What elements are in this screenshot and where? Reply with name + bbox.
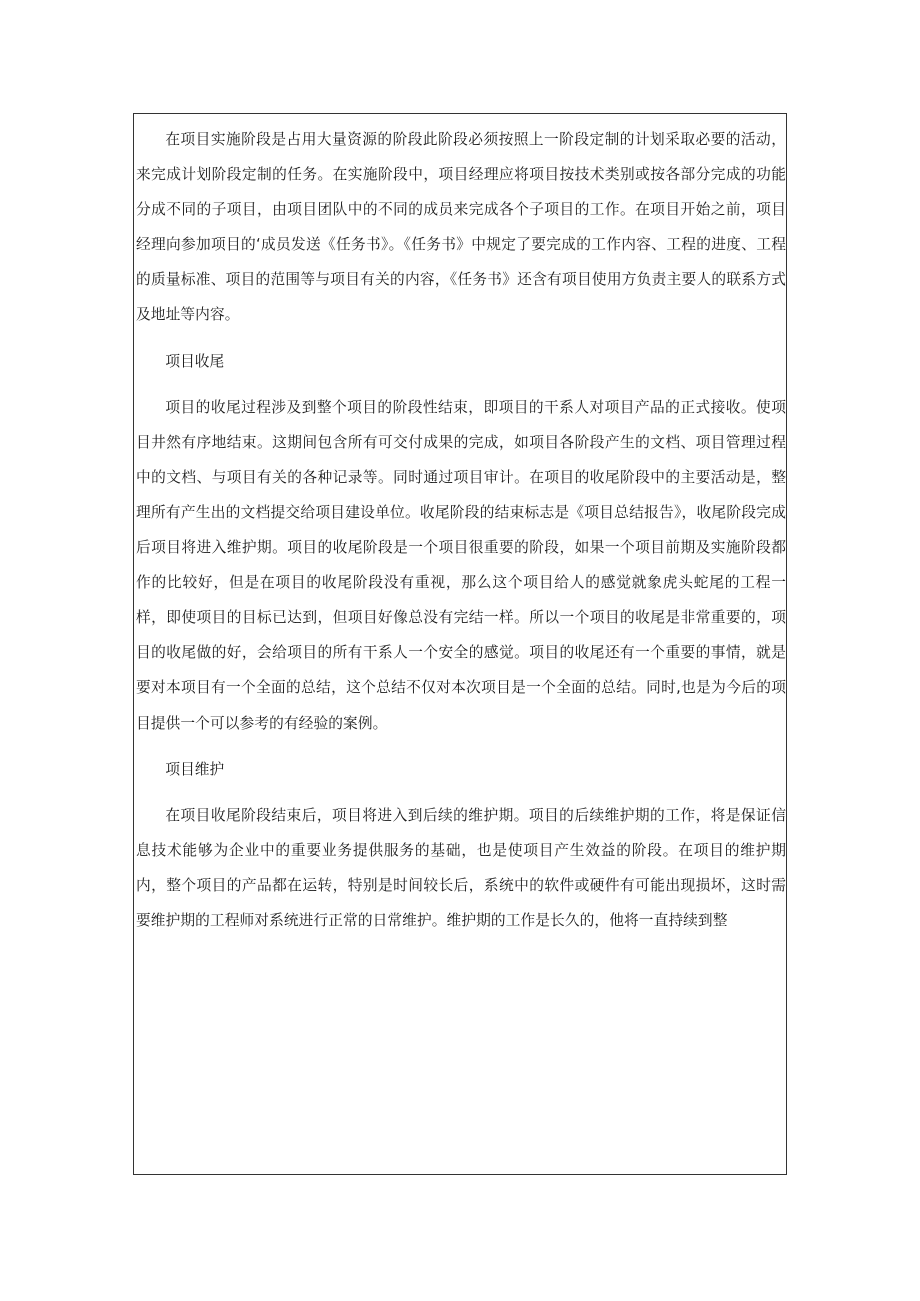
paragraph-implementation: 在项目实施阶段是占用大量资源的阶段此阶段必须按照上一阶段定制的计划采取必要的活动，来完成计划阶段定制的任务。在实施阶段中，项目经理应将项目按技术类别或按各部分完成的功能分成不同的子项目，由项目团队中的不同的成员来完成各个子项目的工作。在项目开始之前，项目经理向参加项目的‘成员发送《任务书》。《任务书》中规定了要完成的工作内容、工程的进度、工程的质量标准、项目的范围等与项目有关的内容，《任务书》还含有项目使用方负责主要人的联系方式及地址等内容。 (136, 131, 786, 324)
paragraph-gap (136, 379, 786, 390)
heading-project-closure: 项目收尾 (165, 352, 225, 370)
paragraph-closure: 项目的收尾过程涉及到整个项目的阶段性结束，即项目的干系人对项目产品的正式接收。使项目井然有序地结束。这期间包含所有可交付成果的完成，如项目各阶段产生的文档、项目管理过程中的文档、与项目有关的各种记录等。同时通过项目审计。在项目的收尾阶段中的主要活动是，整理所有产生出的文档提交给项目建设单位。收尾阶段的结束标志是《项目总结报告》，收尾阶段完成后项目将进入维护期。项目的收尾阶段是一个项目很重要的阶段，如果一个项目前期及实施阶段都作的比较好，但是在项目的收尾阶段没有重视，那么这个项目给人的感觉就象虎头蛇尾的工程一样，即使项目的目标已达到，但项目好像总没有完结一样。所以一个项目的收尾是非常重要的，项目的收尾做的好，会给项目的所有干系人一个安全的感觉。项目的收尾还有一个重要的事情，就是要对本项目有一个全面的总结，这个总结不仅对本次项目是一个全面的总结。同时,也是为今后的项目提供一个可以参考的有经验的案例。 (136, 398, 786, 732)
paragraph-maintenance: 在项目收尾阶段结束后，项目将进入到后续的维护期。项目的后续维护期的工作，将是保证信息技术能够为企业中的重要业务提供服务的基础，也是使项目产生效益的阶段。在项目的维护期内，整个项目的产品都在运转，特别是时间较长后，系统中的软件或硬件有可能出现损坏，这时需要维护期的工程师对系统进行正常的日常维护。维护期的工作是长久的，他将一直持续到整 (136, 806, 786, 929)
page-frame (133, 113, 787, 1175)
paragraph-gap (136, 741, 786, 752)
document-body (136, 122, 786, 938)
paragraph-gap (136, 333, 786, 344)
paragraph-gap (136, 787, 786, 798)
heading-project-maintenance: 项目维护 (165, 760, 225, 778)
